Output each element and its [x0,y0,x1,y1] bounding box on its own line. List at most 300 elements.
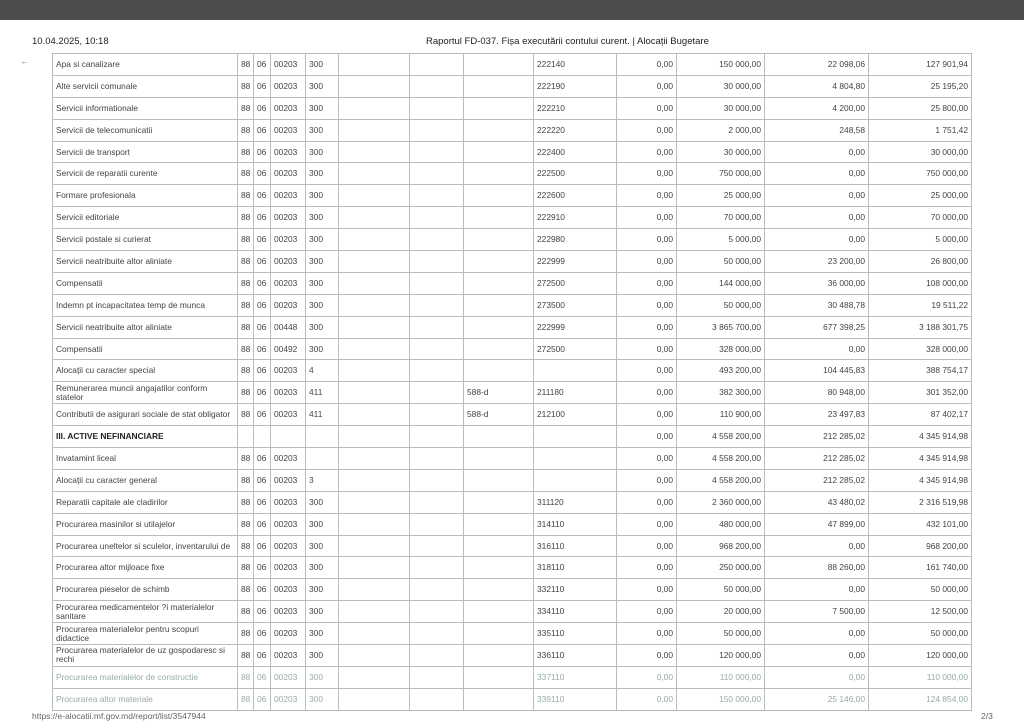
row-empty-cell [339,54,410,76]
row-name-cell: Servicii postale si curierat [53,229,238,251]
row-code-part-cell: 300 [306,513,339,535]
row-value-cell: 968 200,00 [677,535,765,557]
row-value-cell: 0,00 [617,229,677,251]
table-row [53,141,972,163]
row-code-part-cell: 00203 [271,163,306,185]
row-empty-cell [339,469,410,491]
row-code-part-cell: 06 [254,623,271,645]
row-value-cell: 0,00 [617,645,677,667]
row-code-part-cell: 88 [238,535,254,557]
row-value-cell: 30 000,00 [677,141,765,163]
row-name-cell: Procurarea altor mijloace fixe [53,557,238,579]
report-title: Raportul FD-037. Fișa executării contului curent. | Alocații Bugetare [426,36,709,47]
row-code-part-cell: 300 [306,579,339,601]
table-row [53,601,972,623]
row-source-cell: 588-d [464,382,534,404]
table-row [53,294,972,316]
row-code-part-cell: 06 [254,119,271,141]
row-code-part-cell: 88 [238,513,254,535]
row-value-cell: 23 200,00 [765,251,869,273]
row-code-part-cell: 00203 [271,535,306,557]
row-source-cell [464,316,534,338]
row-value-cell: 0,00 [617,316,677,338]
row-value-cell: 4 558 200,00 [677,426,765,448]
row-value-cell: 4 804,80 [765,75,869,97]
row-empty-cell [410,360,464,382]
row-source-cell [464,666,534,688]
row-code-part-cell: 00203 [271,579,306,601]
row-value-cell: 25 195,20 [869,75,972,97]
row-value-cell: 25 146,00 [765,688,869,710]
row-value-cell: 124 854,00 [869,688,972,710]
table-row [53,54,972,76]
row-value-cell: 4 200,00 [765,97,869,119]
row-empty-cell [339,426,410,448]
row-eco-code-cell: 335110 [534,623,617,645]
row-eco-code-cell: 222600 [534,185,617,207]
row-code-part-cell: 300 [306,75,339,97]
row-eco-code-cell: 211180 [534,382,617,404]
row-name-cell: Servicii de transport [53,141,238,163]
row-empty-cell [339,272,410,294]
row-source-cell [464,360,534,382]
row-name-cell: Servicii de reparatii curente [53,163,238,185]
page-number: 2/3 [981,711,993,721]
row-value-cell: 150 000,00 [677,688,765,710]
row-code-part-cell: 06 [254,666,271,688]
row-name-cell: Servicii de telecomunicatii [53,119,238,141]
row-name-cell: Alocații cu caracter general [53,469,238,491]
row-eco-code-cell: 336110 [534,645,617,667]
row-empty-cell [339,207,410,229]
row-code-part-cell: 88 [238,185,254,207]
row-value-cell: 5 000,00 [869,229,972,251]
row-code-part-cell: 300 [306,141,339,163]
row-name-cell: Procurarea materialelor de constructie [53,666,238,688]
row-code-part-cell: 300 [306,54,339,76]
row-value-cell: 0,00 [617,601,677,623]
row-code-part-cell: 88 [238,360,254,382]
row-code-part-cell: 88 [238,448,254,470]
row-empty-cell [410,54,464,76]
row-name-cell: Procurarea altor materiale [53,688,238,710]
row-empty-cell [339,316,410,338]
row-code-part-cell: 00492 [271,338,306,360]
table-row [53,469,972,491]
row-code-part-cell: 00203 [271,623,306,645]
row-code-part-cell: 88 [238,666,254,688]
row-code-part-cell: 300 [306,185,339,207]
row-code-part-cell: 300 [306,491,339,513]
row-empty-cell [410,97,464,119]
row-value-cell: 70 000,00 [869,207,972,229]
table-row [53,404,972,426]
row-value-cell: 30 000,00 [677,75,765,97]
row-value-cell: 0,00 [617,141,677,163]
row-value-cell: 4 558 200,00 [677,469,765,491]
row-empty-cell [410,251,464,273]
row-empty-cell [410,688,464,710]
row-name-cell: Servicii informationale [53,97,238,119]
row-value-cell: 0,00 [617,338,677,360]
row-value-cell: 2 360 000,00 [677,491,765,513]
table-row [53,426,972,448]
table-row [53,623,972,645]
row-empty-cell [410,294,464,316]
row-value-cell: 0,00 [617,688,677,710]
row-value-cell: 0,00 [765,579,869,601]
row-eco-code-cell: 337110 [534,666,617,688]
row-value-cell: 328 000,00 [677,338,765,360]
row-value-cell: 36 000,00 [765,272,869,294]
row-value-cell: 1 751,42 [869,119,972,141]
row-eco-code-cell [534,426,617,448]
row-code-part-cell: 300 [306,688,339,710]
row-source-cell [464,426,534,448]
row-empty-cell [410,141,464,163]
table-row [53,207,972,229]
row-eco-code-cell: 311120 [534,491,617,513]
row-eco-code-cell: 222400 [534,141,617,163]
row-empty-cell [339,251,410,273]
row-code-part-cell: 88 [238,601,254,623]
table-row [53,229,972,251]
row-empty-cell [410,316,464,338]
row-value-cell: 150 000,00 [677,54,765,76]
row-value-cell: 4 345 914,98 [869,448,972,470]
row-code-part-cell: 300 [306,163,339,185]
row-value-cell: 50 000,00 [677,623,765,645]
row-eco-code-cell: 222140 [534,54,617,76]
row-empty-cell [410,623,464,645]
row-code-part-cell: 00203 [271,360,306,382]
row-code-part-cell: 88 [238,645,254,667]
row-code-part-cell: 88 [238,382,254,404]
row-value-cell: 88 260,00 [765,557,869,579]
row-value-cell: 108 000,00 [869,272,972,294]
row-value-cell: 0,00 [617,426,677,448]
row-name-cell: Procurarea medicamentelor ?i materialelor sanitare [53,601,238,623]
row-eco-code-cell: 272500 [534,338,617,360]
table-row [53,338,972,360]
row-code-part-cell: 06 [254,688,271,710]
row-value-cell: 0,00 [765,535,869,557]
row-value-cell: 4 345 914,98 [869,426,972,448]
row-code-part-cell: 88 [238,75,254,97]
row-empty-cell [410,119,464,141]
row-value-cell: 144 000,00 [677,272,765,294]
row-empty-cell [339,141,410,163]
row-value-cell: 0,00 [617,579,677,601]
row-code-part-cell: 88 [238,688,254,710]
row-value-cell: 25 000,00 [869,185,972,207]
row-source-cell [464,272,534,294]
row-value-cell: 212 285,02 [765,448,869,470]
row-eco-code-cell [534,448,617,470]
table-row [53,688,972,710]
row-source-cell [464,75,534,97]
row-value-cell: 22 098,06 [765,54,869,76]
row-empty-cell [410,75,464,97]
row-value-cell: 25 000,00 [677,185,765,207]
row-value-cell: 0,00 [617,185,677,207]
row-name-cell: Reparatii capitale ale cladirilor [53,491,238,513]
row-code-part-cell: 88 [238,469,254,491]
row-code-part-cell: 300 [306,207,339,229]
row-code-part-cell: 06 [254,207,271,229]
row-code-part-cell: 06 [254,75,271,97]
row-code-part-cell: 88 [238,272,254,294]
row-source-cell [464,513,534,535]
row-value-cell: 968 200,00 [869,535,972,557]
row-code-part-cell: 06 [254,54,271,76]
report-table [52,53,972,711]
row-value-cell: 30 000,00 [677,97,765,119]
row-code-part-cell: 06 [254,469,271,491]
row-value-cell: 87 402,17 [869,404,972,426]
row-code-part-cell: 4 [306,360,339,382]
row-code-part-cell: 88 [238,316,254,338]
row-code-part-cell: 00203 [271,97,306,119]
row-value-cell: 50 000,00 [869,579,972,601]
table-row [53,360,972,382]
row-empty-cell [339,382,410,404]
row-code-part-cell: 06 [254,229,271,251]
row-value-cell: 0,00 [617,557,677,579]
row-empty-cell [410,426,464,448]
row-value-cell: 120 000,00 [869,645,972,667]
row-empty-cell [410,163,464,185]
row-name-cell: Alte servicii comunale [53,75,238,97]
row-eco-code-cell: 339110 [534,688,617,710]
row-value-cell: 0,00 [617,382,677,404]
row-name-cell: Procurarea masinilor si utilajelor [53,513,238,535]
print-header [32,36,992,50]
row-code-part-cell: 00203 [271,404,306,426]
row-source-cell [464,535,534,557]
table-row [53,491,972,513]
row-name-cell: Remunerarea muncii angajatilor conform statelor [53,382,238,404]
row-empty-cell [410,579,464,601]
row-value-cell: 120 000,00 [677,645,765,667]
row-name-cell: Apa si canalizare [53,54,238,76]
row-eco-code-cell: 222500 [534,163,617,185]
row-value-cell: 26 800,00 [869,251,972,273]
row-value-cell: 4 345 914,98 [869,469,972,491]
row-code-part-cell: 88 [238,141,254,163]
row-value-cell: 0,00 [617,535,677,557]
row-source-cell [464,688,534,710]
row-value-cell: 110 000,00 [677,666,765,688]
row-code-part-cell: 88 [238,404,254,426]
row-empty-cell [410,469,464,491]
row-eco-code-cell: 222190 [534,75,617,97]
row-code-part-cell: 00203 [271,141,306,163]
row-source-cell [464,141,534,163]
row-value-cell: 0,00 [617,251,677,273]
row-code-part-cell: 00203 [271,469,306,491]
row-source-cell [464,251,534,273]
table-row [53,535,972,557]
row-code-part-cell: 06 [254,338,271,360]
table-row [53,316,972,338]
table-row [53,97,972,119]
row-source-cell [464,294,534,316]
row-code-part-cell: 06 [254,557,271,579]
row-empty-cell [339,119,410,141]
row-name-cell: Compensatii [53,338,238,360]
row-code-part-cell: 300 [306,294,339,316]
row-value-cell: 50 000,00 [677,251,765,273]
row-value-cell: 212 285,02 [765,426,869,448]
row-source-cell: 588-d [464,404,534,426]
row-code-part-cell: 00203 [271,75,306,97]
row-empty-cell [339,491,410,513]
row-source-cell [464,185,534,207]
row-code-part-cell: 300 [306,338,339,360]
row-value-cell: 750 000,00 [869,163,972,185]
row-code-part-cell: 06 [254,513,271,535]
row-value-cell: 50 000,00 [677,579,765,601]
row-empty-cell [410,229,464,251]
row-value-cell: 0,00 [765,338,869,360]
row-name-cell: Servicii neatribuite altor aliniate [53,251,238,273]
row-eco-code-cell: 314110 [534,513,617,535]
row-code-part-cell: 06 [254,579,271,601]
row-value-cell: 80 948,00 [765,382,869,404]
row-eco-code-cell: 334110 [534,601,617,623]
row-code-part-cell: 06 [254,141,271,163]
row-name-cell: Servicii neatribuite altor aliniate [53,316,238,338]
row-value-cell: 47 899,00 [765,513,869,535]
row-value-cell: 110 000,00 [869,666,972,688]
table-row [53,75,972,97]
row-empty-cell [410,382,464,404]
row-code-part-cell: 00203 [271,513,306,535]
row-value-cell: 0,00 [617,623,677,645]
row-eco-code-cell: 222980 [534,229,617,251]
row-name-cell: Contributii de asigurari sociale de stat obligator [53,404,238,426]
row-code-part-cell: 06 [254,404,271,426]
row-value-cell: 30 000,00 [869,141,972,163]
row-empty-cell [410,557,464,579]
table-row [53,513,972,535]
row-eco-code-cell: 212100 [534,404,617,426]
row-value-cell: 0,00 [617,491,677,513]
row-value-cell: 0,00 [617,119,677,141]
row-empty-cell [339,513,410,535]
row-code-part-cell: 88 [238,338,254,360]
row-empty-cell [410,404,464,426]
row-source-cell [464,119,534,141]
row-eco-code-cell: 222210 [534,97,617,119]
row-value-cell: 3 188 301,75 [869,316,972,338]
row-value-cell: 480 000,00 [677,513,765,535]
row-name-cell: Indemn pt incapacitatea temp de munca [53,294,238,316]
row-source-cell [464,645,534,667]
row-name-cell: Invatamint liceal [53,448,238,470]
row-empty-cell [339,579,410,601]
row-value-cell: 493 200,00 [677,360,765,382]
row-empty-cell [339,404,410,426]
row-source-cell [464,579,534,601]
row-code-part-cell: 00203 [271,645,306,667]
row-eco-code-cell: 222999 [534,251,617,273]
row-value-cell: 0,00 [617,207,677,229]
row-code-part-cell [306,448,339,470]
row-value-cell: 248,58 [765,119,869,141]
table-row [53,272,972,294]
row-code-part-cell: 06 [254,382,271,404]
row-code-part-cell [254,426,271,448]
row-name-cell: Procurarea pieselor de schimb [53,579,238,601]
row-value-cell: 25 800,00 [869,97,972,119]
row-source-cell [464,491,534,513]
row-value-cell: 677 398,25 [765,316,869,338]
table-row [53,185,972,207]
row-eco-code-cell: 272500 [534,272,617,294]
row-empty-cell [339,163,410,185]
row-value-cell: 0,00 [765,141,869,163]
row-value-cell: 104 445,83 [765,360,869,382]
row-code-part-cell: 06 [254,645,271,667]
row-code-part-cell: 00203 [271,601,306,623]
row-code-part-cell: 00203 [271,54,306,76]
row-code-part-cell: 06 [254,294,271,316]
row-value-cell: 388 754,17 [869,360,972,382]
row-value-cell: 2 316 519,98 [869,491,972,513]
row-code-part-cell: 300 [306,229,339,251]
row-value-cell: 0,00 [617,360,677,382]
row-value-cell: 161 740,00 [869,557,972,579]
row-empty-cell [410,207,464,229]
row-empty-cell [339,338,410,360]
row-value-cell: 20 000,00 [677,601,765,623]
table-row [53,119,972,141]
row-value-cell: 0,00 [617,666,677,688]
row-empty-cell [410,535,464,557]
row-source-cell [464,54,534,76]
row-value-cell: 50 000,00 [869,623,972,645]
row-value-cell: 127 901,94 [869,54,972,76]
row-code-part-cell: 00203 [271,666,306,688]
row-code-part-cell: 00203 [271,229,306,251]
row-source-cell [464,557,534,579]
row-value-cell: 0,00 [617,448,677,470]
row-code-part-cell: 00203 [271,294,306,316]
row-value-cell: 0,00 [765,645,869,667]
row-code-part-cell [306,426,339,448]
row-name-cell: Procurarea materialelor de uz gospodaresc si rechi [53,645,238,667]
row-code-part-cell: 88 [238,229,254,251]
row-source-cell [464,469,534,491]
row-source-cell [464,97,534,119]
row-code-part-cell: 00203 [271,491,306,513]
row-code-part-cell: 300 [306,601,339,623]
row-name-cell: Alocații cu caracter special [53,360,238,382]
row-empty-cell [339,185,410,207]
row-empty-cell [339,229,410,251]
row-value-cell: 0,00 [617,404,677,426]
row-empty-cell [339,557,410,579]
row-value-cell: 30 488,78 [765,294,869,316]
row-value-cell: 0,00 [765,207,869,229]
row-value-cell: 0,00 [617,469,677,491]
row-eco-code-cell: 316110 [534,535,617,557]
row-value-cell: 43 480,02 [765,491,869,513]
row-code-part-cell: 300 [306,251,339,273]
row-code-part-cell: 00203 [271,448,306,470]
